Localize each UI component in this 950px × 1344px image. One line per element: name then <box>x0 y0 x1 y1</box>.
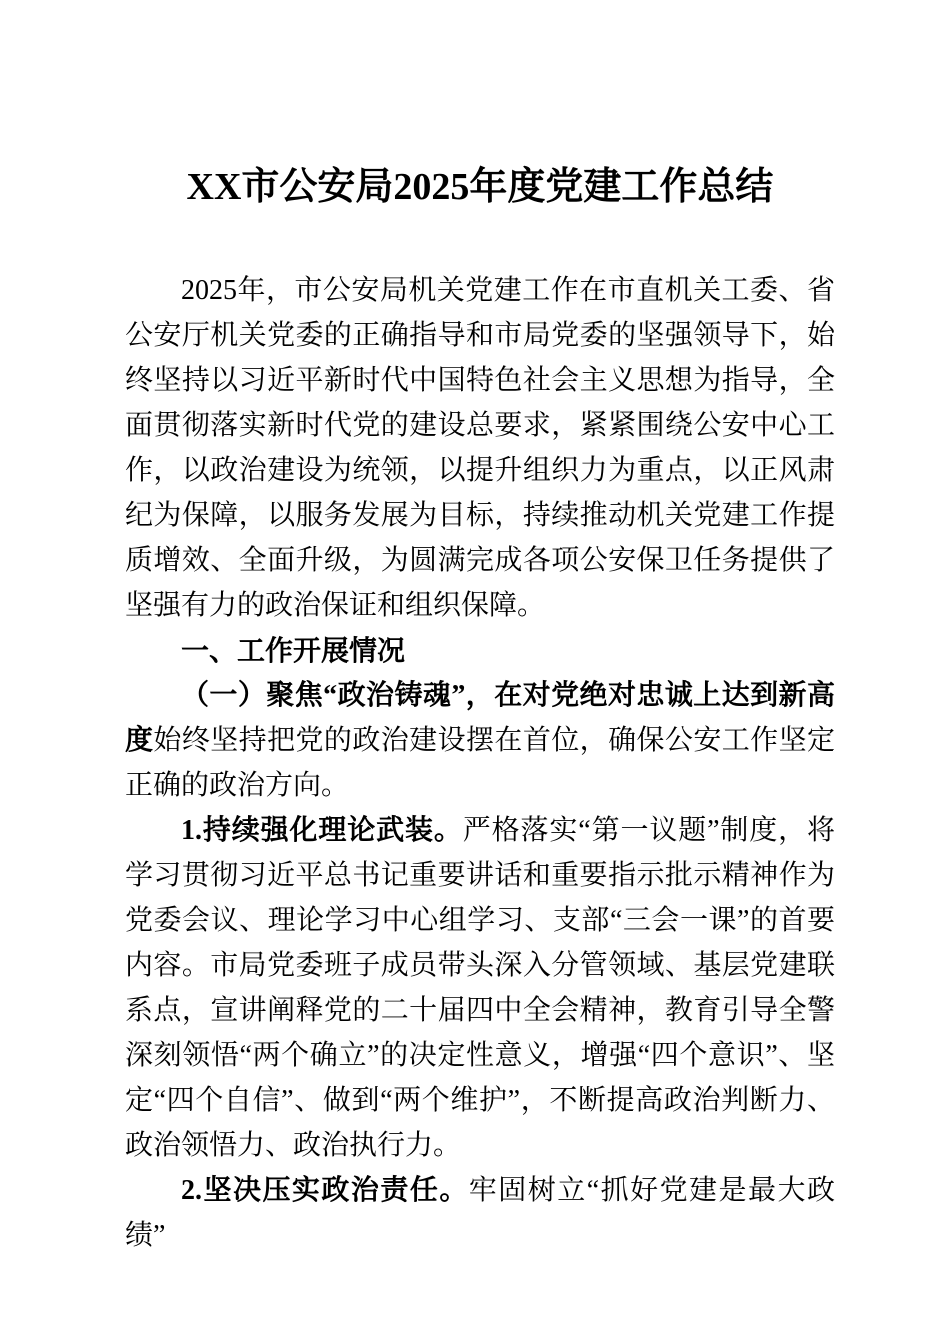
paragraph-subsection-1 <box>125 673 835 808</box>
document-title: XX市公安局2025年度党建工作总结 <box>186 166 774 208</box>
item-1-lead: 1.持续强化理论武装。 <box>181 815 463 846</box>
paragraph-intro: 2025年，市公安局机关党建工作在市直机关工委、省公安厅机关党委的正确指导和市局党委的坚强领导下，始终坚持以习近平新时代中国特色社会主义思想为指导，全面贯彻落实新时代党的建设总要求，紧紧围绕公安中心工作，以政治建设为统领，以提升组织力为重点，以正风肃纪为保障，以服务发展为目标，持续推动机关党建工作提质增效、全面升级，为圆满完成各项公安保卫任务提供了坚强有力的政治保证和组织保障。 <box>125 275 835 621</box>
paragraph-item-2 <box>125 1168 835 1258</box>
item-1-text: 严格落实“第一议题”制度，将学习贯彻习近平总书记重要讲话和重要指示批示精神作为党委会议、理论学习中心组学习、支部“三会一课”的首要内容。市局党委班子成员带头深入分管领域、基层党建联系点，宣讲阐释党的二十届四中全会精神，教育引导全警深刻领悟“两个确立”的决定性意义，增强“四个意识”、坚定“四个自信”、做到“两个维护”，不断提高政治判断力、政治领悟力、政治执行力。 <box>125 815 835 1161</box>
subsection-1-heading: （一）聚焦“政治铸魂”，在对党绝对忠诚上达到新高度 <box>125 680 835 756</box>
item-2-lead: 2.坚决压实政治责任。 <box>181 1175 469 1206</box>
subsection-1-text: 始终坚持把党的政治建设摆在首位，确保公安工作坚定正确的政治方向。 <box>125 725 835 801</box>
heading-section-1: 一、工作开展情况 <box>181 635 406 666</box>
paragraph-item-1 <box>125 808 835 1168</box>
item-2-text: 牢固树立“抓好党建是最大政绩” <box>125 1175 835 1251</box>
